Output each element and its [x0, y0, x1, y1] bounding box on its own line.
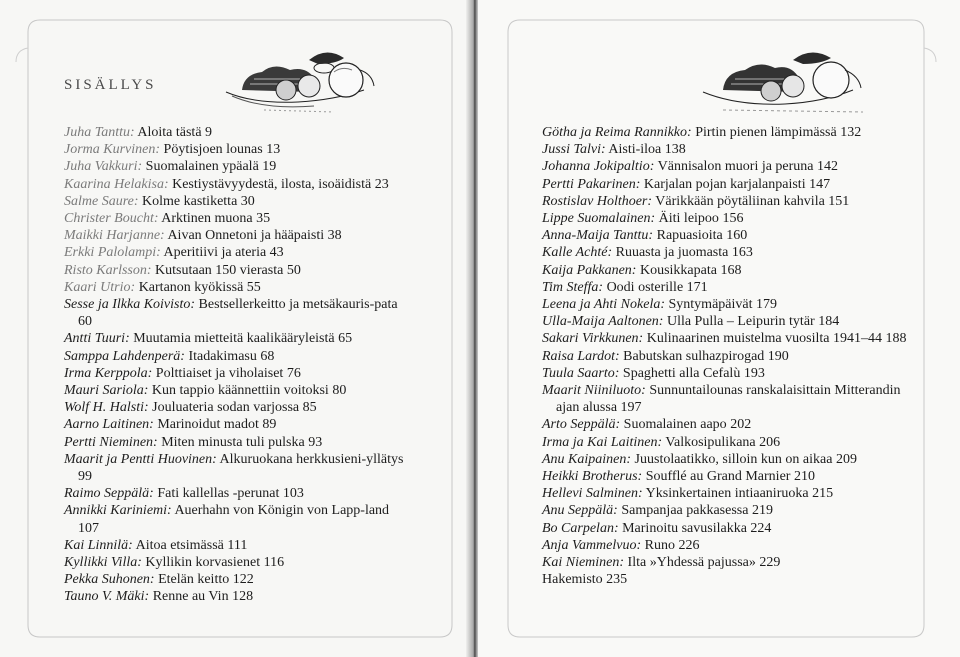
- toc-author: Kaari Utrio:: [64, 279, 136, 295]
- left-page: [0, 0, 470, 657]
- toc-entry: [542, 176, 922, 193]
- toc-page-number: 76: [286, 365, 301, 381]
- toc-author: Sakari Virkkunen:: [542, 331, 644, 347]
- toc-author: Kaarina Helakisa:: [64, 176, 169, 192]
- toc-page-number: 9: [205, 125, 213, 140]
- toc-title: Yksinkertainen intiaaniruoka: [645, 486, 809, 502]
- toc-entry: [542, 141, 922, 158]
- toc-page-number: 132: [840, 125, 862, 140]
- toc-title: Kulinaarinen muistelma vuosilta 1941–44: [646, 331, 882, 347]
- toc-page-number: 50: [286, 262, 301, 278]
- toc-page-number: 111: [227, 537, 248, 553]
- toc-page-number: 197: [620, 400, 642, 416]
- toc-author: Maarit Niiniluoto:: [542, 383, 646, 399]
- toc-title: Muutamia mietteitä kaalikääryleistä: [133, 331, 335, 347]
- toc-entry: [542, 451, 922, 468]
- toc-author: Arto Seppälä:: [542, 417, 621, 433]
- toc-entry: [542, 434, 922, 451]
- toc-entry: [64, 554, 404, 571]
- toc-author: Samppa Lahdenperä:: [64, 348, 185, 364]
- right-toc-list: [542, 124, 922, 588]
- toc-author: Antti Tuuri:: [64, 331, 130, 347]
- toc-title: Arktinen muona: [161, 211, 253, 227]
- toc-author: Erkki Palolampi:: [64, 245, 161, 261]
- toc-page-number: 107: [78, 520, 99, 536]
- toc-title: Hakemisto: [542, 572, 603, 588]
- toc-title: Kestiystävyydestä, ilosta, isoäidistä: [172, 176, 372, 192]
- toc-author: Jussi Talvi:: [542, 142, 606, 158]
- toc-author: Annikki Kariniemi:: [64, 503, 172, 519]
- toc-entry: [64, 262, 404, 279]
- toc-page-number: 116: [263, 555, 285, 571]
- toc-page-number: 38: [327, 228, 342, 244]
- toc-entry: [542, 296, 922, 313]
- toc-title: Syntymäpäivät: [668, 297, 753, 313]
- toc-page-number: 138: [664, 142, 686, 158]
- toc-entry: [542, 554, 922, 571]
- toc-author: Kaija Pakkanen:: [542, 262, 637, 278]
- toc-author: Christer Boucht:: [64, 211, 159, 227]
- toc-entry: [64, 244, 404, 261]
- toc-author: Ulla-Maija Aaltonen:: [542, 314, 664, 330]
- toc-author: Aarno Laitinen:: [64, 417, 154, 433]
- toc-entry: [64, 227, 404, 244]
- toc-entry: [64, 158, 404, 175]
- toc-entry: [64, 348, 404, 365]
- toc-author: Hellevi Salminen:: [542, 486, 643, 502]
- toc-title: Värikkään pöytäliinan kahvila: [655, 193, 825, 209]
- toc-page-number: 224: [750, 520, 772, 536]
- toc-entry: [542, 330, 922, 347]
- toc-entry: [64, 502, 404, 536]
- toc-page-number: 219: [751, 503, 773, 519]
- toc-page-number: 68: [260, 348, 275, 364]
- toc-page-number: 210: [793, 469, 815, 485]
- toc-author: Risto Karlsson:: [64, 262, 152, 278]
- toc-entry: [64, 141, 404, 158]
- toc-entry: [542, 210, 922, 227]
- toc-author: Heikki Brotherus:: [542, 469, 643, 485]
- toc-page-number: 160: [726, 228, 748, 244]
- toc-page-number: 163: [731, 245, 753, 261]
- toc-page-number: 190: [767, 348, 789, 364]
- toc-page-number: 193: [743, 365, 765, 381]
- toc-entry: [64, 210, 404, 227]
- toc-author: Salme Saure:: [64, 193, 139, 209]
- toc-author: Johanna Jokipaltio:: [542, 159, 655, 175]
- toc-title: Ruuasta ja juomasta: [615, 245, 729, 261]
- toc-page-number: 35: [256, 211, 271, 227]
- toc-entry: [64, 124, 404, 141]
- toc-entry: [64, 588, 404, 605]
- toc-author: Pertti Nieminen:: [64, 434, 158, 450]
- left-toc-list: [64, 124, 404, 606]
- toc-title: Kartanon kyökissä: [138, 279, 244, 295]
- toc-title: Fati kallellas -perunat: [157, 486, 280, 502]
- toc-entry: [64, 193, 404, 210]
- toc-entry: [64, 382, 404, 399]
- toc-title: Sunnuntailounas ranskalaisittain Mitterandin ajan alussa: [556, 383, 901, 416]
- toc-entry: [542, 485, 922, 502]
- toc-page-number: 188: [885, 331, 907, 347]
- toc-page-number: 209: [835, 451, 857, 467]
- toc-title: Etelän keitto: [158, 572, 230, 588]
- toc-page-number: 206: [759, 434, 781, 450]
- toc-page-number: 60: [78, 314, 92, 330]
- toc-title: Juustolaatikko, silloin kun on aikaa: [634, 451, 833, 467]
- toc-title: Alkuruokana herkkusieni-yllätys: [219, 451, 404, 467]
- toc-entry: [542, 571, 922, 588]
- toc-author: Anu Kaipainen:: [542, 451, 632, 467]
- toc-author: Pertti Pakarinen:: [542, 176, 641, 192]
- toc-title: Vännisalon muori ja peruna: [657, 159, 814, 175]
- toc-title: Kun tappio käännettiin voitoksi: [151, 383, 329, 399]
- toc-author: Maikki Harjanne:: [64, 228, 165, 244]
- toc-title: Spaghetti alla Cefalù: [622, 365, 741, 381]
- toc-title: Marinoidut madot: [157, 417, 259, 433]
- toc-entry: [64, 279, 404, 296]
- toc-entry: [542, 365, 922, 382]
- toc-entry: [542, 262, 922, 279]
- toc-page-number: 43: [269, 245, 284, 261]
- toc-entry: [542, 520, 922, 537]
- toc-author: Anna-Maija Tanttu:: [542, 228, 654, 244]
- toc-entry: [64, 485, 404, 502]
- toc-title: Karjalan pojan karjalanpaisti: [643, 176, 806, 192]
- toc-page-number: 55: [246, 279, 261, 295]
- toc-page-number: 65: [338, 331, 353, 347]
- toc-page-number: 23: [374, 176, 389, 192]
- toc-author: Kai Nieminen:: [542, 555, 625, 571]
- toc-title: Valkosipulikana: [665, 434, 756, 450]
- toc-page-number: 202: [730, 417, 752, 433]
- toc-title: Kolme kastiketta: [142, 193, 238, 209]
- toc-page-number: 103: [282, 486, 304, 502]
- toc-author: Kalle Achté:: [542, 245, 613, 261]
- toc-page-number: 89: [262, 417, 277, 433]
- toc-page-number: 122: [232, 572, 254, 588]
- toc-entry: [542, 537, 922, 554]
- toc-title: Bestsellerkeitto ja metsäkauris-pata: [198, 297, 398, 313]
- right-page: [478, 0, 960, 657]
- toc-page-number: 93: [308, 434, 323, 450]
- toc-title: Suomalainen ypäalä: [145, 159, 259, 175]
- toc-page-number: 128: [232, 589, 254, 605]
- toc-page-number: 179: [756, 297, 777, 313]
- toc-author: Tim Steffa:: [542, 279, 604, 295]
- toc-title: Suomalainen aapo: [623, 417, 727, 433]
- toc-title: Aivan Onnetoni ja hääpaisti: [167, 228, 325, 244]
- toc-title: Aitoa etsimässä: [135, 537, 224, 553]
- toc-page-number: 85: [302, 400, 317, 416]
- toc-entry: [542, 193, 922, 210]
- toc-title: Aperitiivi ja ateria: [163, 245, 267, 261]
- toc-entry: [542, 313, 922, 330]
- toc-page-number: 235: [606, 572, 628, 588]
- toc-page-number: 142: [817, 159, 839, 175]
- toc-title: Kyllikin korvasienet: [145, 555, 261, 571]
- toc-page-number: 30: [240, 193, 255, 209]
- toc-author: Juha Vakkuri:: [64, 159, 143, 175]
- toc-page-number: 229: [759, 555, 781, 571]
- toc-title: Kousikkapata: [639, 262, 717, 278]
- fruit-basket-illustration-right: [693, 40, 873, 120]
- toc-author: Rostislav Holthoer:: [542, 193, 653, 209]
- toc-author: Anja Vammelvuo:: [542, 537, 642, 553]
- toc-entry: [64, 330, 404, 347]
- toc-title: Jouluateria sodan varjossa: [152, 400, 300, 416]
- toc-page-number: 184: [818, 314, 840, 330]
- toc-author: Sesse ja Ilkka Koivisto:: [64, 297, 196, 313]
- toc-title: Itadakimasu: [188, 348, 257, 364]
- toc-author: Jorma Kurvinen:: [64, 142, 161, 158]
- toc-entry: [542, 348, 922, 365]
- toc-page-number: 215: [812, 486, 834, 502]
- toc-entry: [64, 416, 404, 433]
- toc-entry: [542, 382, 922, 416]
- toc-entry: [542, 227, 922, 244]
- toc-author: Tuula Saarto:: [542, 365, 620, 381]
- toc-page-number: 19: [262, 159, 277, 175]
- toc-page-number: 13: [266, 142, 281, 158]
- toc-title: Äiti leipoo: [658, 211, 719, 227]
- toc-title: Aloita tästä: [137, 125, 202, 140]
- toc-entry: [64, 399, 404, 416]
- toc-title: Renne au Vin: [152, 589, 229, 605]
- toc-title: Ulla Pulla – Leipurin tytär: [666, 314, 815, 330]
- toc-page-number: 156: [722, 211, 744, 227]
- toc-author: Pekka Suhonen:: [64, 572, 155, 588]
- toc-entry: [64, 451, 404, 485]
- toc-author: Tauno V. Mäki:: [64, 589, 150, 605]
- toc-author: Juha Tanttu:: [64, 125, 135, 140]
- toc-title: Marinoitu savusilakka: [622, 520, 747, 536]
- toc-title: Soufflé au Grand Marnier: [645, 469, 791, 485]
- toc-title: Polttiaiset ja viholaiset: [155, 365, 284, 381]
- toc-author: Irma ja Kai Laitinen:: [542, 434, 663, 450]
- toc-entry: [542, 468, 922, 485]
- toc-title: Miten minusta tuli pulska: [161, 434, 305, 450]
- toc-page-number: 226: [678, 537, 700, 553]
- toc-author: Mauri Sariola:: [64, 383, 149, 399]
- toc-entry: [64, 365, 404, 382]
- toc-author: Leena ja Ahti Nokela:: [542, 297, 665, 313]
- toc-title: Rapuasioita: [656, 228, 723, 244]
- toc-title: Sampanjaa pakkasessa: [621, 503, 749, 519]
- toc-entry: [64, 434, 404, 451]
- toc-title: Aisti-iloa: [608, 142, 662, 158]
- toc-entry: [542, 416, 922, 433]
- toc-title: Runo: [644, 537, 675, 553]
- toc-title: Oodi osterille: [606, 279, 684, 295]
- toc-entry: [542, 279, 922, 296]
- contents-heading: SISÄLLYS: [64, 77, 157, 93]
- toc-author: Irma Kerppola:: [64, 365, 153, 381]
- toc-page-number: 168: [720, 262, 742, 278]
- toc-page-number: 99: [78, 469, 92, 485]
- toc-author: Raimo Seppälä:: [64, 486, 154, 502]
- toc-author: Anu Seppälä:: [542, 503, 618, 519]
- toc-entry: [542, 158, 922, 175]
- toc-entry: [542, 244, 922, 261]
- toc-title: Pöytisjoen lounas: [163, 142, 263, 158]
- toc-entry: [64, 537, 404, 554]
- toc-title: Pirtin pienen lämpimässä: [695, 125, 837, 140]
- toc-title: Auerhahn von Königin von Lapp-land: [174, 503, 390, 519]
- toc-author: Bo Carpelan:: [542, 520, 619, 536]
- toc-entry: [542, 502, 922, 519]
- toc-author: Götha ja Reima Rannikko:: [542, 125, 692, 140]
- toc-author: Raisa Lardot:: [542, 348, 620, 364]
- toc-page-number: 171: [686, 279, 708, 295]
- toc-page-number: 147: [809, 176, 831, 192]
- toc-title: Babutskan sulhazpirogad: [623, 348, 765, 364]
- toc-page-number: 151: [828, 193, 850, 209]
- toc-author: Kai Linnilä:: [64, 537, 133, 553]
- toc-title: Kutsutaan 150 vierasta: [155, 262, 284, 278]
- toc-author: Lippe Suomalainen:: [542, 211, 656, 227]
- fruit-basket-illustration: [214, 40, 379, 120]
- toc-entry: [64, 296, 404, 330]
- toc-author: Maarit ja Pentti Huovinen:: [64, 451, 217, 467]
- toc-page-number: 80: [332, 383, 347, 399]
- toc-author: Kyllikki Villa:: [64, 555, 142, 571]
- toc-entry: [542, 124, 922, 141]
- toc-entry: [64, 176, 404, 193]
- toc-author: Wolf H. Halsti:: [64, 400, 149, 416]
- toc-title: Ilta »Yhdessä pajussa»: [627, 555, 756, 571]
- toc-entry: [64, 571, 404, 588]
